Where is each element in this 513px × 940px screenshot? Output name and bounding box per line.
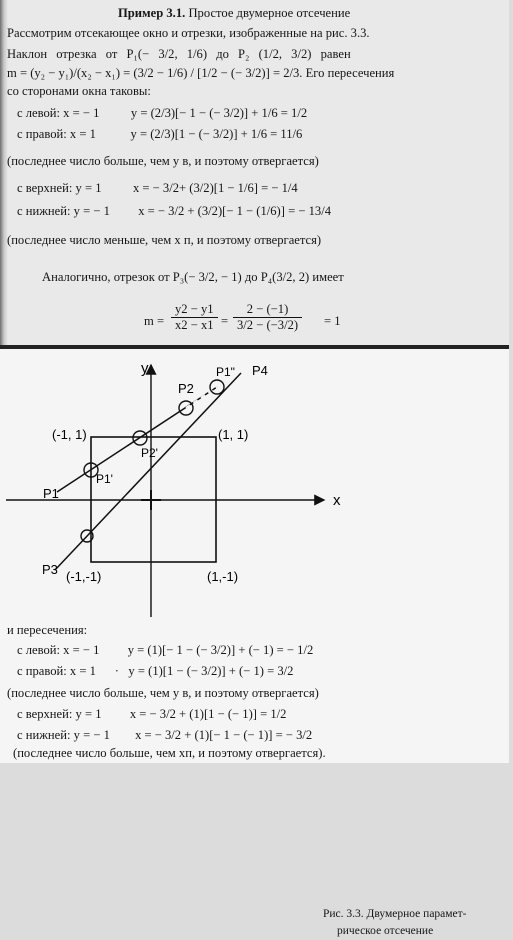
text-line-7: (последнее число больше, чем y в, и поэтому отвергается) bbox=[7, 154, 319, 168]
formula-fraction-1 bbox=[171, 302, 218, 333]
bottom-line-2: с левой: x = − 1 y = (1)[− 1 − (− 3/2)] + (− 1) = − 1/2 bbox=[17, 643, 314, 657]
example-title-number: Пример 3.1. bbox=[118, 6, 186, 20]
formula-m: m = bbox=[144, 314, 165, 328]
caption-line-2: рическое отсечение bbox=[337, 925, 434, 937]
lower-page bbox=[0, 349, 509, 937]
fraction-1-denominator: x2 − x1 bbox=[175, 318, 214, 332]
example-title bbox=[118, 6, 350, 21]
fraction-1-numerator: y2 − y1 bbox=[171, 302, 218, 318]
point-p1-double-prime-label: P1" bbox=[216, 365, 235, 379]
figure-caption bbox=[323, 906, 513, 940]
bottom-line-3: с правой: x = 1 · y = (1)[1 − (− 3/2)] + (− 1) = 3/2 bbox=[17, 664, 294, 678]
text-line-5: с левой: x = − 1 y = (2/3)[− 1 − (− 3/2)] + 1/6 = 1/2 bbox=[17, 106, 308, 120]
text-line-6: с правой: x = 1 y = (2/3)[1 − (− 3/2)] + 1/6 = 11/6 bbox=[17, 127, 303, 141]
text-line-4: со сторонами окна таковы: bbox=[7, 84, 151, 98]
text-line-9: с нижней: y = − 1 x = − 3/2 + (3/2)[− 1 − (1/6)] = − 13/4 bbox=[17, 204, 331, 218]
text-line-10: (последнее число меньше, чем x п, и поэтому отвергается) bbox=[7, 233, 322, 247]
point-p1-label: P1 bbox=[43, 486, 59, 501]
corner-top-left: (-1, 1) bbox=[52, 427, 87, 442]
axis-y-label: y bbox=[141, 360, 149, 377]
corner-top-right: (1, 1) bbox=[218, 427, 249, 442]
formula-fraction-2 bbox=[233, 302, 302, 333]
bottom-line-5: с верхней: y = 1 x = − 3/2 + (1)[1 − (− 1)] = 1/2 bbox=[17, 707, 287, 721]
formula-equals-1: = bbox=[221, 314, 229, 328]
formula-equals-2: = 1 bbox=[324, 314, 341, 328]
clipping-figure bbox=[0, 349, 509, 619]
bottom-line-4: (последнее число больше, чем y в, и поэтому отвергается) bbox=[7, 686, 319, 700]
text-line-11: Аналогично, отрезок от P₃(− 3/2, − 1) до P₄(3/2, 2) имеет bbox=[42, 270, 344, 284]
axis-x-label: x bbox=[333, 492, 341, 509]
point-p3-label: P3 bbox=[42, 562, 58, 577]
caption-line-1: Рис. 3.3. Двумерное парамет- bbox=[323, 908, 467, 920]
fraction-2-numerator: 2 − (−1) bbox=[233, 302, 302, 318]
bottom-line-7: (последнее число больше, чем xп, и поэтому отвергается). bbox=[13, 746, 326, 760]
fraction-2-denominator: 3/2 − (−3/2) bbox=[237, 318, 299, 332]
text-line-3: m = (y₂ − y₁)/(x₂ − x₁) = (3/2 − 1/6) / [1/2 − (− 3/2)] = 2/3. Его пересечения bbox=[7, 66, 395, 80]
point-p4-label: P4 bbox=[252, 363, 268, 378]
text-line-2: Наклон отрезка от P₁(− 3/2, 1/6) до P₂ (1/2, 3/2) равен bbox=[7, 47, 351, 61]
example-title-text: Простое двумерное отсечение bbox=[188, 6, 351, 20]
corner-bottom-left: (-1,-1) bbox=[66, 569, 102, 584]
bottom-line-6: с нижней: y = − 1 x = − 3/2 + (1)[− 1 − (− 1)] = − 3/2 bbox=[17, 728, 313, 742]
point-p1-prime-label: P1' bbox=[96, 472, 113, 486]
point-p2-label: P2 bbox=[178, 381, 194, 396]
text-line-8: с верхней: y = 1 x = − 3/2+ (3/2)[1 − 1/6] = − 1/4 bbox=[17, 181, 298, 195]
text-line-1: Рассмотрим отсекающее окно и отрезки, изображенные на рис. 3.3. bbox=[7, 26, 370, 40]
bottom-line-1: и пересечения: bbox=[7, 623, 88, 637]
point-p2-prime-label: P2' bbox=[141, 446, 158, 460]
corner-bottom-right: (1,-1) bbox=[207, 569, 239, 584]
